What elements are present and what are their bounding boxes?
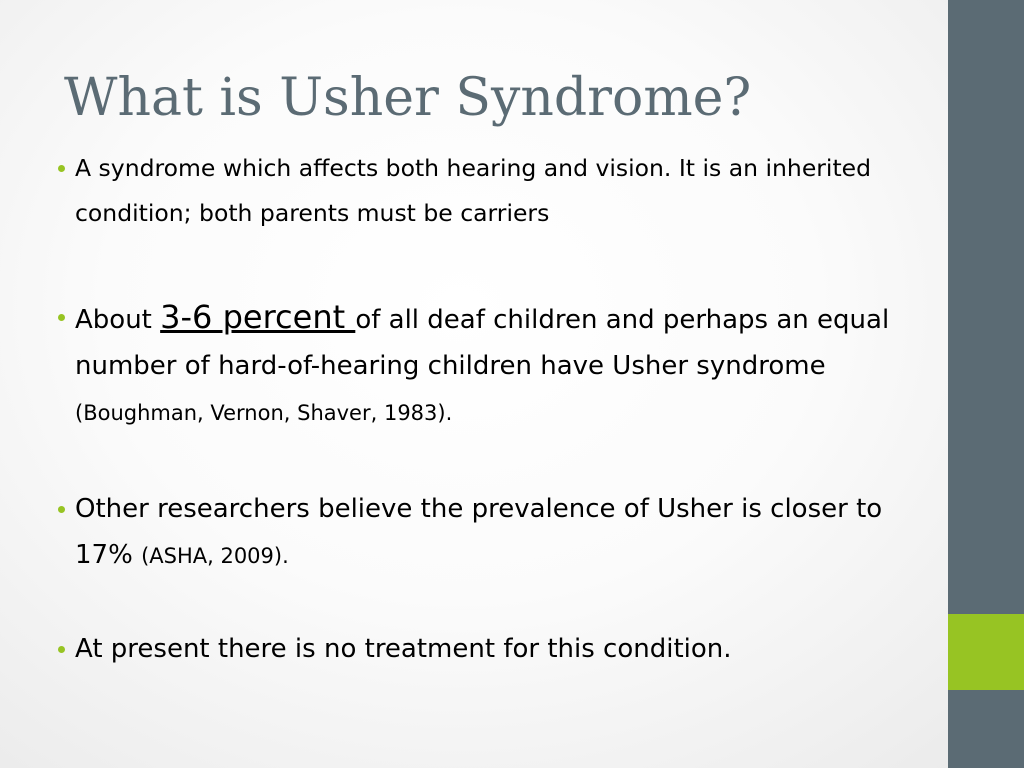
bullet-text: A syndrome which affects both hearing and vision. It is an inherited condition; both parents must be carriers — [75, 154, 872, 227]
bullet-marker-icon — [58, 165, 65, 172]
bullet-item-definition — [58, 146, 928, 236]
bullet-item-other-research — [58, 486, 928, 579]
side-accent-square — [948, 614, 1024, 690]
bullet-text: At present there is no treatment for this condition. — [75, 634, 732, 664]
bullet-item-prevalence — [58, 294, 928, 436]
bullet-text: of all deaf children and perhaps an equal number of hard-of-hearing children have Usher syndrome — [75, 305, 890, 381]
citation: (ASHA, 2009). — [141, 544, 289, 568]
bullet-marker-icon — [58, 506, 65, 513]
citation: (Boughman, Vernon, Shaver, 1983). — [75, 401, 453, 425]
bullet-text: Other researchers believe the prevalence of Usher is closer to 17% — [75, 494, 883, 570]
bullet-list — [58, 146, 928, 672]
bullet-prefix: About — [75, 305, 161, 335]
slide-title: What is Usher Syndrome? — [64, 68, 752, 128]
prevalence-link[interactable]: 3-6 percent — [160, 298, 356, 336]
bullet-marker-icon — [58, 314, 65, 321]
bullet-marker-icon — [58, 646, 65, 653]
bullet-item-treatment — [58, 626, 928, 672]
